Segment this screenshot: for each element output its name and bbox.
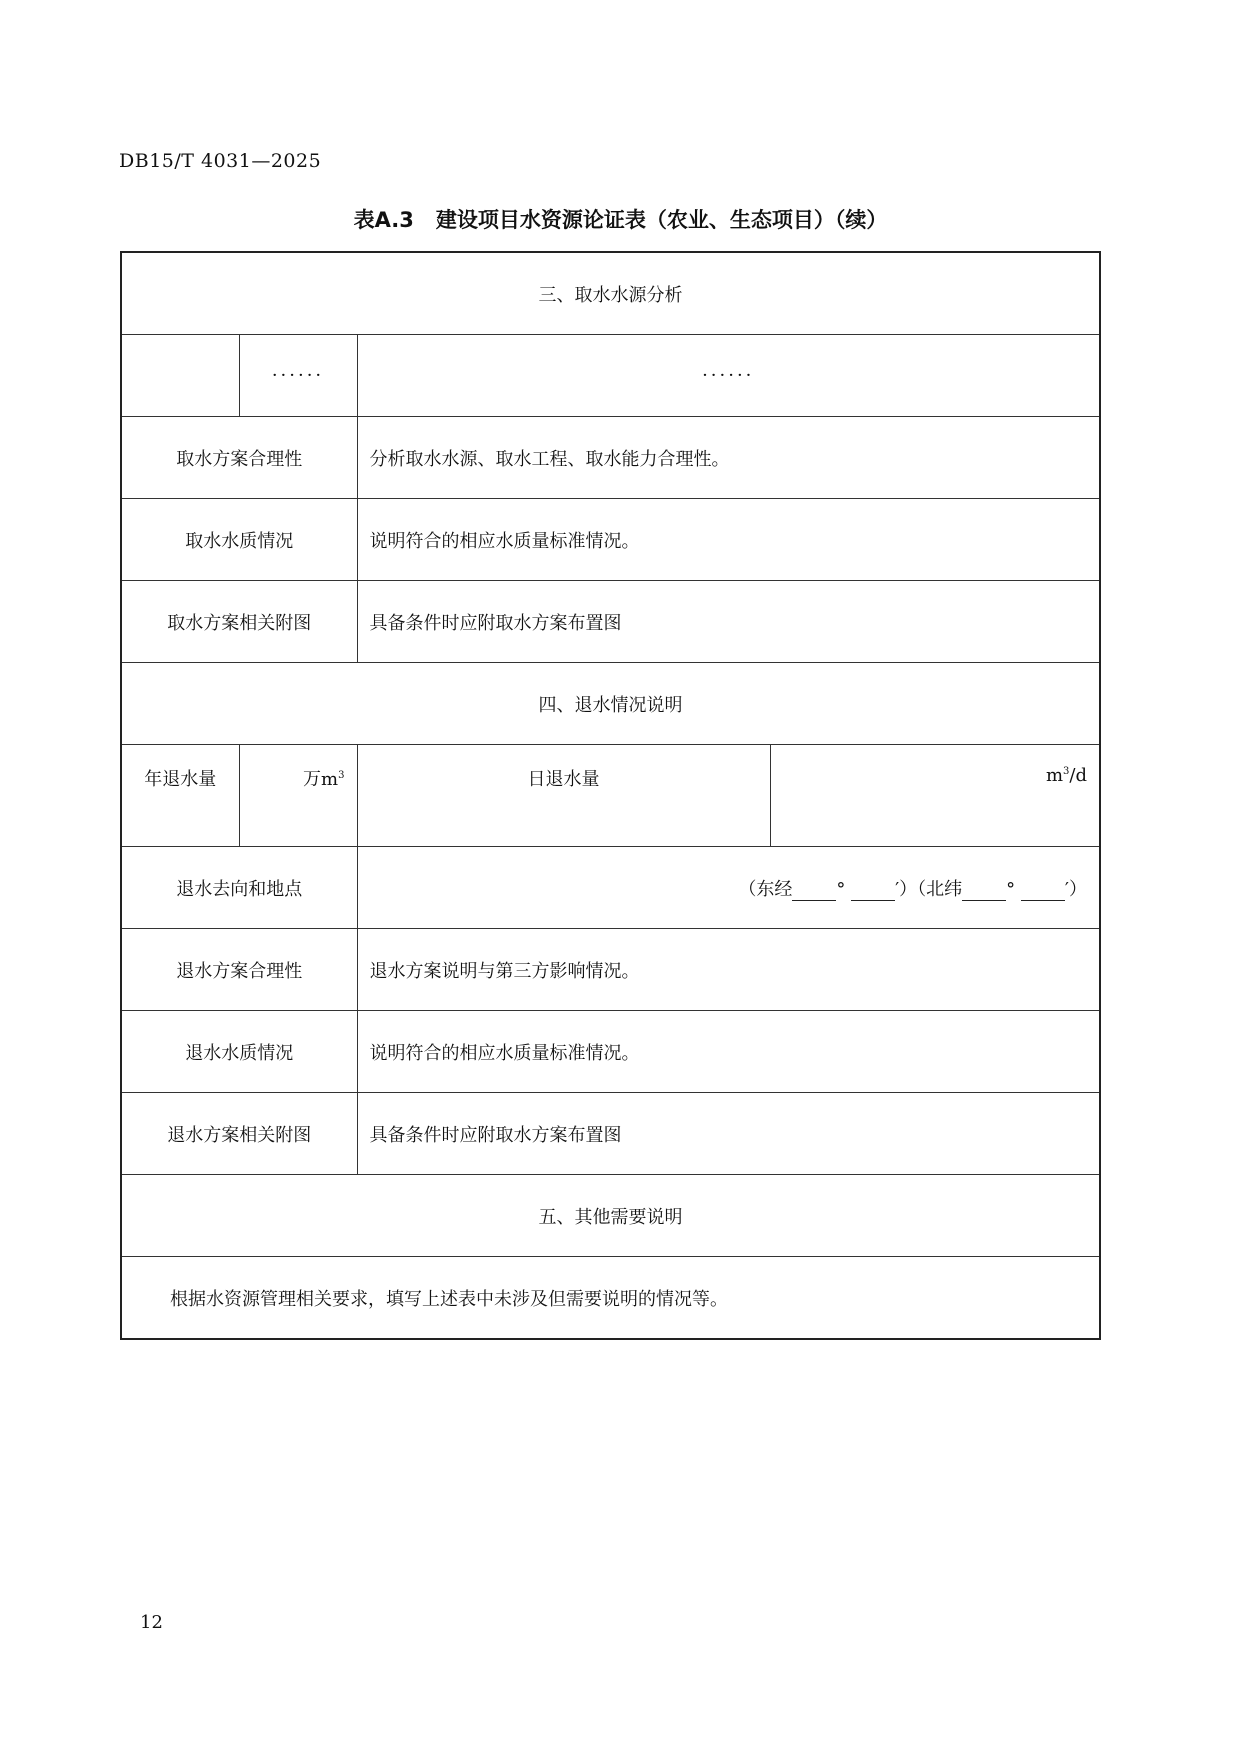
page-number: 12 — [140, 1612, 163, 1633]
table-row — [121, 1257, 1100, 1340]
daily-drainage-label: 日退水量 — [357, 745, 770, 847]
drainage-attached-map-label: 退水方案相关附图 — [121, 1093, 357, 1175]
table-row — [121, 499, 1100, 581]
annual-drainage-label: 年退水量 — [121, 745, 239, 847]
ellipsis-cell[interactable]: ······ — [239, 335, 357, 417]
section-source-analysis: 三、取水水源分析 — [121, 252, 1100, 335]
daily-unit-sup: 3 — [1063, 766, 1070, 777]
table-title-text: 建设项目水资源论证表（农业、生态项目）（续） — [435, 208, 888, 232]
latitude-degrees-blank[interactable] — [962, 882, 1006, 901]
minute-symbol: ′ — [895, 878, 900, 900]
daily-drainage-field[interactable] — [770, 745, 1100, 847]
degree-symbol: ° — [836, 878, 846, 900]
drainage-water-quality-value[interactable]: 说明符合的相应水质量标准情况。 — [357, 1011, 1100, 1093]
table-row — [121, 581, 1100, 663]
intake-water-quality-label: 取水水质情况 — [121, 499, 357, 581]
drainage-location-label: 退水去向和地点 — [121, 847, 357, 929]
intake-plan-rationality-label: 取水方案合理性 — [121, 417, 357, 499]
daily-unit-suffix: /d — [1069, 765, 1087, 786]
longitude-minutes-blank[interactable] — [851, 882, 895, 901]
section-other: 五、其他需要说明 — [121, 1175, 1100, 1257]
table-row — [121, 1011, 1100, 1093]
minute-symbol: ′ — [1064, 878, 1069, 900]
daily-unit-prefix: m — [1045, 765, 1064, 786]
annual-drainage-field[interactable] — [239, 745, 357, 847]
ellipsis-cell[interactable]: ······ — [357, 335, 1100, 417]
longitude-degrees-blank[interactable] — [792, 882, 836, 901]
section-header-row — [121, 252, 1100, 335]
drainage-plan-rationality-label: 退水方案合理性 — [121, 929, 357, 1011]
water-resource-form-table — [120, 251, 1101, 1340]
latitude-minutes-blank[interactable] — [1021, 882, 1065, 901]
placeholder-row — [121, 335, 1100, 417]
section-header-row — [121, 1175, 1100, 1257]
close-paren: ） — [1069, 878, 1087, 900]
annual-unit: 万m — [303, 769, 339, 790]
intake-attached-map-value[interactable]: 具备条件时应附取水方案布置图 — [357, 581, 1100, 663]
other-note-text[interactable]: 根据水资源管理相关要求，填写上述表中未涉及但需要说明的情况等。 — [121, 1257, 1100, 1340]
degree-symbol: ° — [1006, 878, 1016, 900]
intake-attached-map-label: 取水方案相关附图 — [121, 581, 357, 663]
table-row — [121, 929, 1100, 1011]
north-latitude-label: （北纬 — [917, 878, 963, 900]
drainage-water-quality-label: 退水水质情况 — [121, 1011, 357, 1093]
empty-cell[interactable] — [121, 335, 239, 417]
close-paren: ） — [899, 878, 918, 900]
table-row — [121, 847, 1100, 929]
intake-plan-rationality-value[interactable]: 分析取水水源、取水工程、取水能力合理性。 — [357, 417, 1100, 499]
table-title — [0, 204, 1241, 234]
document-id: DB15/T 4031—2025 — [119, 150, 322, 172]
annual-unit-sup: 3 — [338, 770, 345, 781]
drainage-location-coords[interactable] — [357, 847, 1100, 929]
drainage-volume-row — [121, 745, 1100, 847]
intake-water-quality-value[interactable]: 说明符合的相应水质量标准情况。 — [357, 499, 1100, 581]
east-longitude-label: （东经 — [738, 878, 793, 900]
table-row — [121, 1093, 1100, 1175]
section-header-row — [121, 663, 1100, 745]
drainage-plan-rationality-value[interactable]: 退水方案说明与第三方影响情况。 — [357, 929, 1100, 1011]
table-row — [121, 417, 1100, 499]
section-drainage: 四、退水情况说明 — [121, 663, 1100, 745]
drainage-attached-map-value[interactable]: 具备条件时应附取水方案布置图 — [357, 1093, 1100, 1175]
table-number: 表A.3 — [353, 208, 414, 232]
